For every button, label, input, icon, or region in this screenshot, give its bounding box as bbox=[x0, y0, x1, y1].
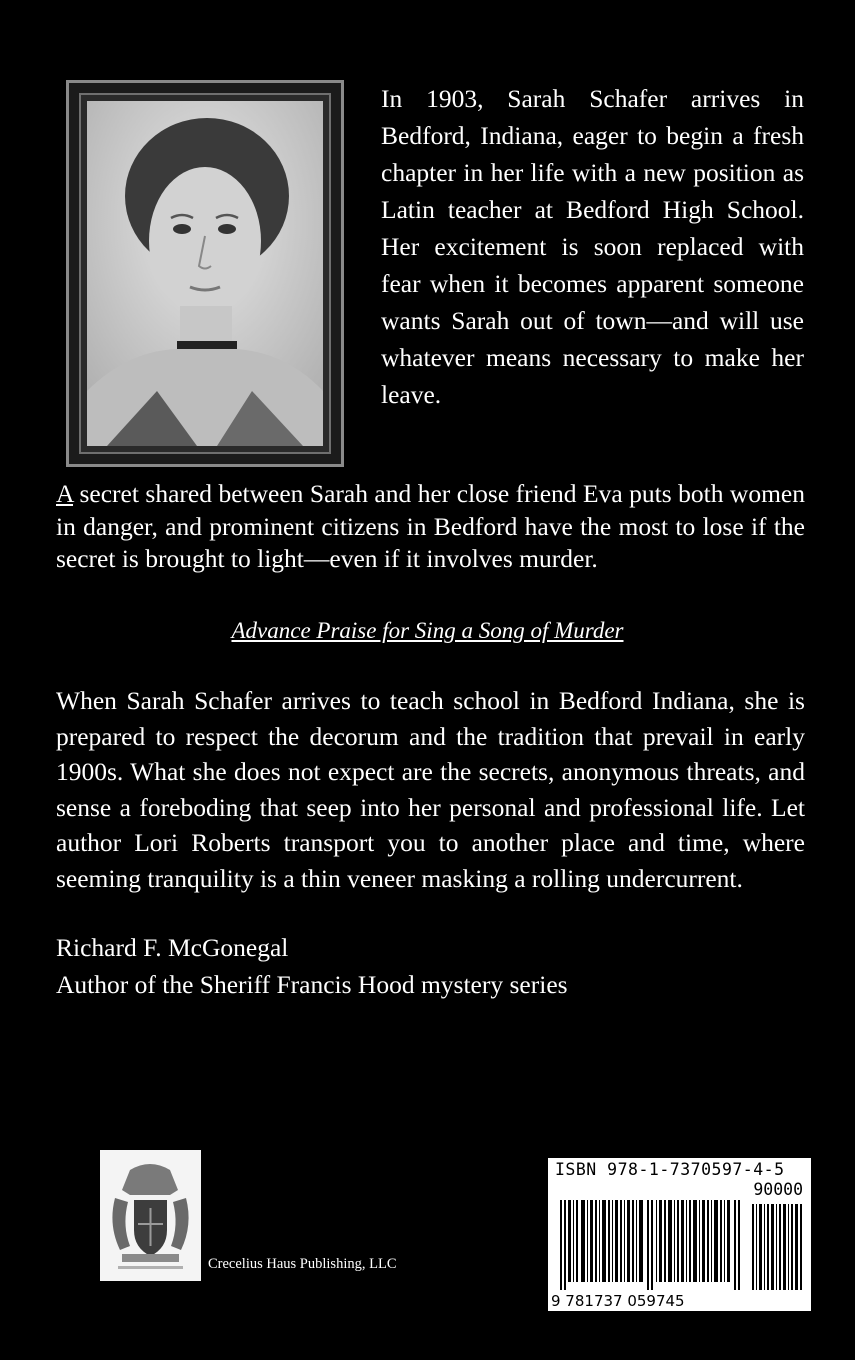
publisher-name: Crecelius Haus Publishing, LLC bbox=[208, 1256, 397, 1272]
synopsis-initial-letter: A bbox=[56, 479, 74, 508]
portrait-frame bbox=[66, 80, 344, 467]
price-addon-bars bbox=[751, 1200, 803, 1290]
praise-author-credit: Author of the Sheriff Francis Hood mystery series bbox=[56, 970, 568, 999]
praise-quote: When Sarah Schafer arrives to teach school in Bedford Indiana, she is prepared to respect the decorum and the tradition that prevail in early 1900s. What she does not expect are the secrets, anonymous threats, and sense a foreboding that seep into her personal and professional life. Let author Lori Roberts transport you to another place and time, where seeming tranquility is a thin veneer masking a rolling undercurrent. bbox=[56, 686, 805, 893]
portrait-photo bbox=[87, 101, 323, 446]
ean-barcode-bars bbox=[556, 1200, 746, 1290]
synopsis-paragraph-2 bbox=[56, 478, 805, 576]
synopsis-paragraph-1: In 1903, Sarah Schafer arrives in Bedford, Indiana, eager to begin a fresh chapter in her life with a new position as Latin teacher at Bedford High School. Her excitement is soon replaced with fear when it becomes apparent someone wants Sarah out of town—and will use whatever means necessary to make her leave. bbox=[381, 84, 804, 409]
coat-of-arms-logo-icon bbox=[100, 1150, 201, 1281]
ean-number: 9 781737 059745 bbox=[551, 1292, 685, 1310]
praise-heading: Advance Praise for Sing a Song of Murder bbox=[231, 618, 624, 643]
isbn-barcode bbox=[548, 1158, 811, 1311]
price-code: 90000 bbox=[753, 1180, 803, 1199]
praise-author-name: Richard F. McGonegal bbox=[56, 933, 289, 962]
synopsis-paragraph-2-text: secret shared between Sarah and her close friend Eva puts both women in danger, and prominent citizens in Bedford have the most to lose if the secret is brought to light—even if it involves murder. bbox=[56, 479, 805, 573]
isbn-text: ISBN 978-1-7370597-4-5 bbox=[555, 1160, 785, 1179]
